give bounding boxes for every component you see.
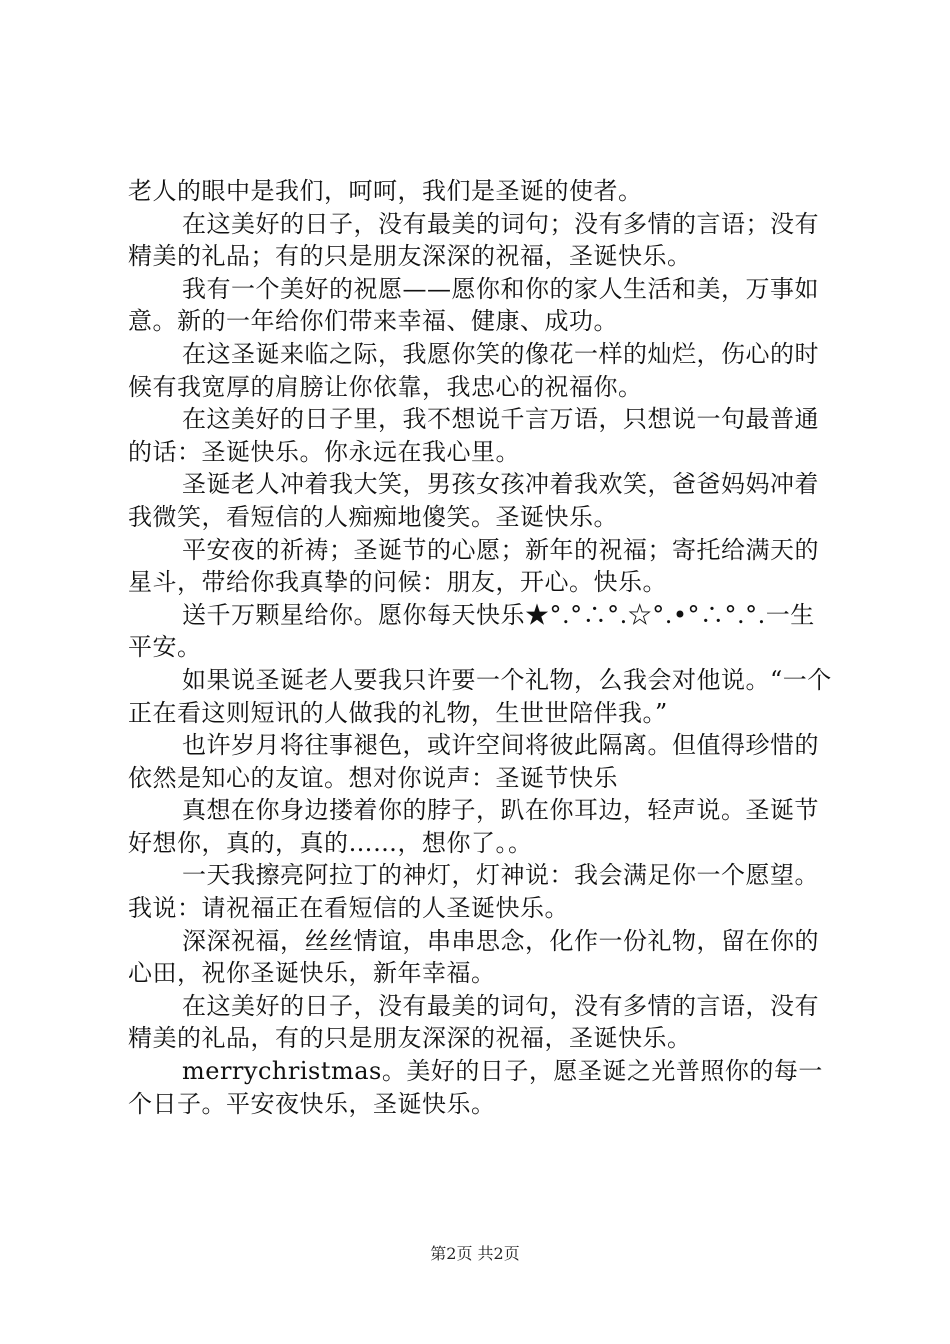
paragraph: merrychristmas。美好的日子，愿圣诞之光普照你的每一个日子。平安夜快乐，圣诞快乐。 — [128, 1057, 823, 1118]
paragraph: 送千万颗星给你。愿你每天快乐★°.°∴°.☆°.•°∴°.°.一生平安。 — [128, 600, 815, 662]
document-body — [128, 175, 838, 1120]
paragraph: 深深祝福，丝丝情谊，串串思念，化作一份礼物，留在你的心田，祝你圣诞快乐，新年幸福。 — [128, 926, 819, 988]
paragraph: 一天我擦亮阿拉丁的神灯，灯神说：我会满足你一个愿望。我说：请祝福正在看短信的人圣诞快乐。 — [128, 861, 819, 923]
paragraph: 在这圣诞来临之际，我愿你笑的像花一样的灿烂，伤心的时候有我宽厚的肩膀让你依靠，我忠心的祝福你。 — [128, 339, 819, 401]
paragraph: 如果说圣诞老人要我只许要一个礼物，么我会对他说。“一个正在看这则短讯的人做我的礼物，生世世陪伴我。” — [128, 665, 832, 727]
paragraph-continued: 老人的眼中是我们，呵呵，我们是圣诞的使者。 — [128, 177, 643, 205]
page-number-footer: 第2页 共2页 — [430, 1244, 520, 1263]
paragraph: 在这美好的日子里，我不想说千言万语，只想说一句最普通的话：圣诞快乐。你永远在我心里。 — [128, 405, 819, 466]
paragraph: 在这美好的日子，没有最美的词句；没有多情的言语；没有精美的礼品；有的只是朋友深深的祝福，圣诞快乐。 — [128, 209, 819, 271]
paragraph: 也许岁月将往事褪色，或许空间将彼此隔离。但值得珍惜的依然是知心的友谊。想对你说声：圣诞节快乐 — [128, 731, 819, 792]
paragraph: 真想在你身边搂着你的脖子，趴在你耳边，轻声说。圣诞节好想你，真的，真的……，想你了。。 — [128, 796, 819, 857]
paragraph: 我有一个美好的祝愿——愿你和你的家人生活和美，万事如意。新的一年给你们带来幸福、健康、成功。 — [128, 274, 819, 336]
paragraph: 圣诞老人冲着我大笑，男孩女孩冲着我欢笑，爸爸妈妈冲着我微笑，看短信的人痴痴地傻笑。圣诞快乐。 — [128, 470, 819, 531]
paragraph: 平安夜的祈祷；圣诞节的心愿；新年的祝福；寄托给满天的星斗，带给你我真挚的问候：朋友，开心。快乐。 — [128, 535, 819, 597]
paragraph: 在这美好的日子，没有最美的词句，没有多情的言语，没有精美的礼品，有的只是朋友深深的祝福，圣诞快乐。 — [128, 991, 819, 1053]
